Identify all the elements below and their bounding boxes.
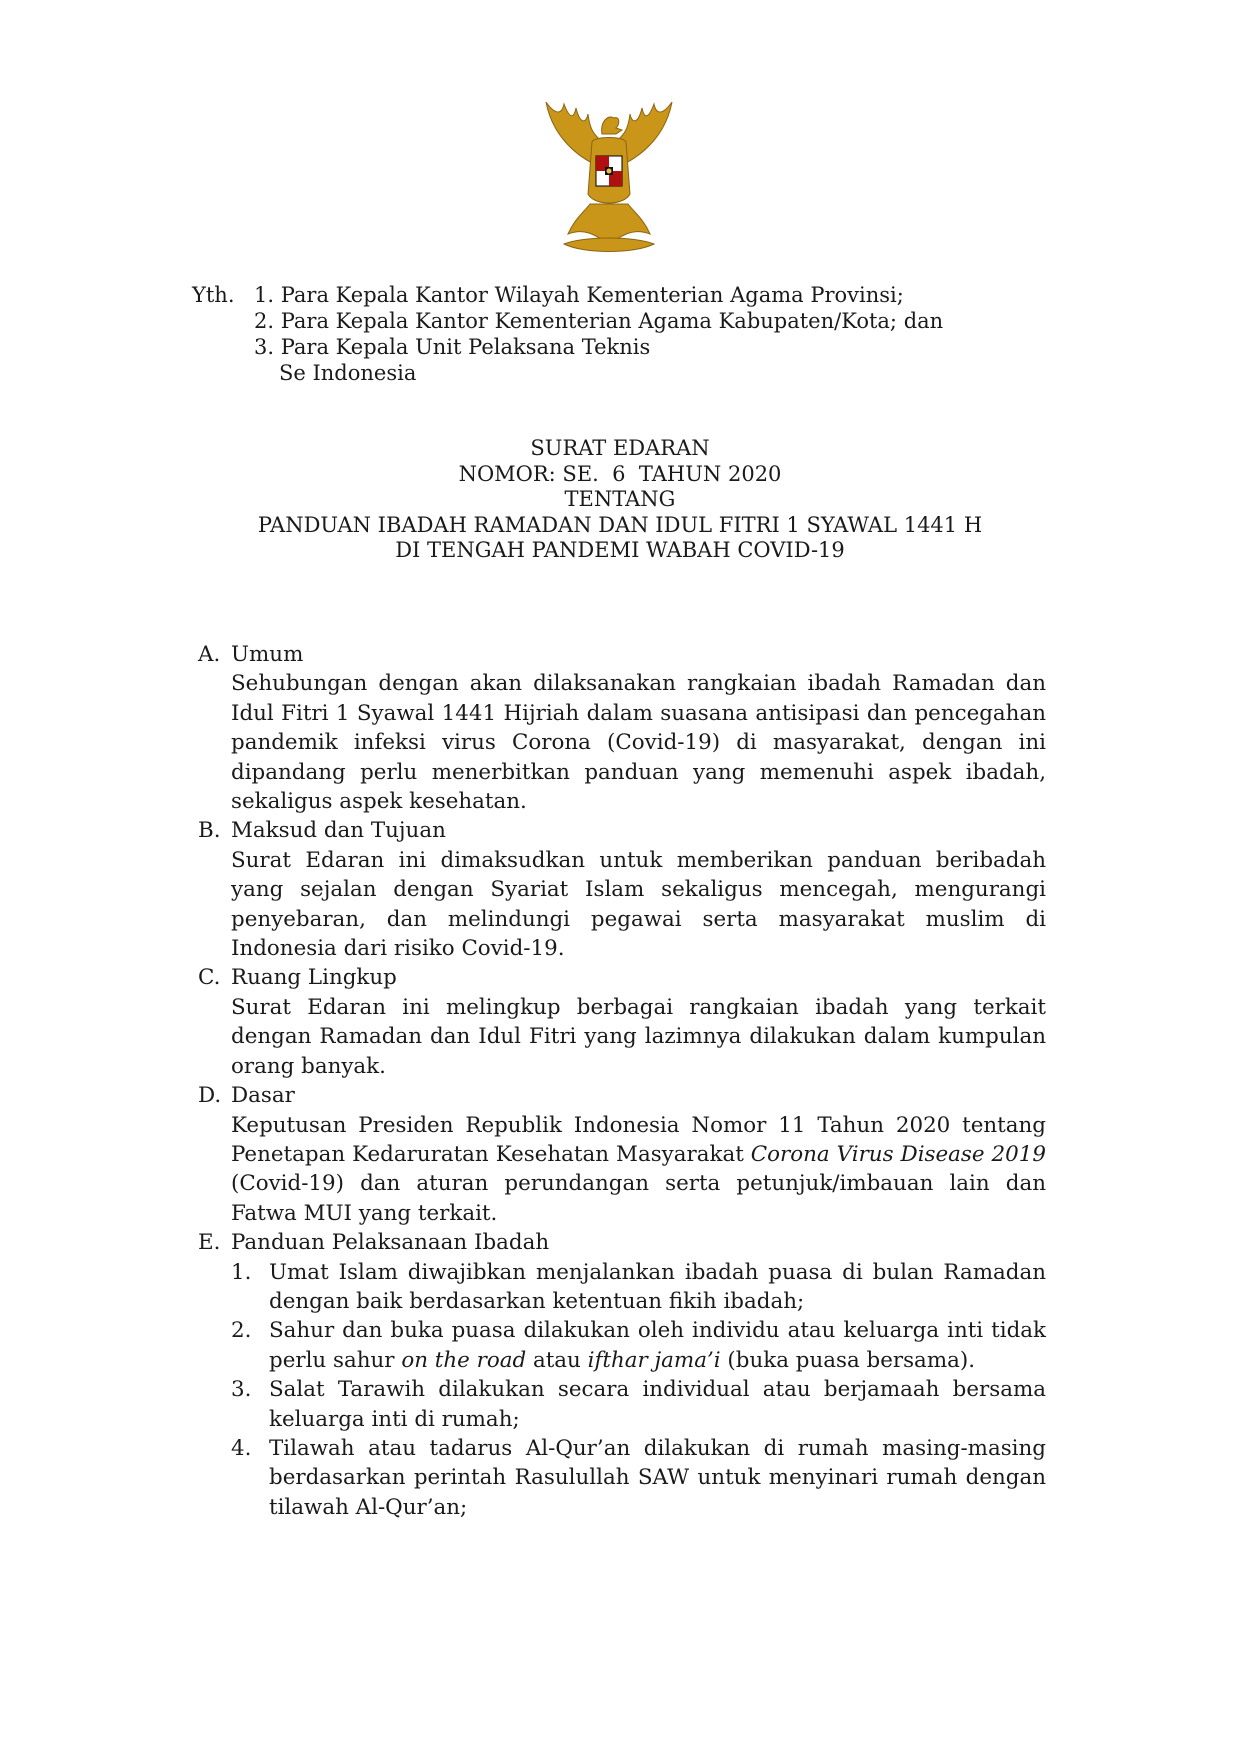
- item-text: (buka puasa bersama).: [720, 1347, 975, 1373]
- section-c: [198, 963, 1046, 1081]
- title-line: SURAT EDARAN: [530, 436, 710, 460]
- section-e: [198, 1228, 1046, 1522]
- item-number: 1.: [231, 1259, 252, 1285]
- title-subject: PANDUAN IBADAH RAMADAN DAN IDUL FITRI 1 SYAWAL 1441 H: [257, 512, 983, 537]
- section-paragraph: Surat Edaran ini melingkup berbagai rangkaian ibadah yang terkait dengan Ramadan dan Idul Fitri yang lazimnya dilakukan dalam kumpulan orang banyak.: [231, 994, 1046, 1079]
- italic-term: on the road: [401, 1347, 527, 1373]
- section-heading: Dasar: [231, 1083, 295, 1109]
- section-letter: E.: [198, 1230, 221, 1256]
- document-body: [198, 640, 1046, 1522]
- item-text: atau: [526, 1347, 588, 1373]
- garuda-pancasila-emblem-icon: [534, 94, 684, 258]
- item-text: Tilawah atau tadarus Al-Qur’an dilakukan di rumah masing-masing berdasarkan perintah Rasulullah SAW untuk menyinari rumah dengan tilawah Al-Qur’an;: [269, 1435, 1046, 1520]
- paragraph-text: (Covid-19) dan aturan perundangan serta petunjuk/imbauan lain dan Fatwa MUI yang terkait.: [231, 1171, 1046, 1226]
- section-heading: Maksud dan Tujuan: [231, 818, 446, 844]
- item-text: Sahur dan buka puasa dilakukan oleh individu atau keluarga inti tidak perlu sahur: [269, 1318, 1046, 1373]
- section-b: [198, 816, 1046, 963]
- item-text: Salat Tarawih dilakukan secara individual atau berjamaah bersama keluarga inti di rumah;: [269, 1377, 1046, 1432]
- italic-term: Corona Virus Disease 2019: [750, 1141, 1046, 1167]
- section-a: [198, 640, 1046, 816]
- section-paragraph: Sehubungan dengan akan dilaksanakan rangkaian ibadah Ramadan dan Idul Fitri 1 Syawal 1441 Hijriah dalam suasana antisipasi dan pencegahan pandemik infeksi virus Corona (Covid-19) di masyarakat, dengan ini dipandang perlu menerbitkan panduan yang memenuhi aspek ibadah, sekaligus aspek kesehatan.: [231, 671, 1046, 815]
- title-line: TENTANG: [564, 487, 676, 511]
- section-letter: D.: [198, 1083, 222, 1109]
- section-heading: Ruang Lingkup: [231, 965, 397, 991]
- section-heading: Panduan Pelaksanaan Ibadah: [231, 1230, 550, 1256]
- title-number: NOMOR: SE. 6 TAHUN 2020: [458, 461, 782, 486]
- addressee-item: 1. Para Kepala Kantor Wilayah Kementerian Agama Provinsi;: [254, 283, 904, 307]
- addressee-list: [254, 282, 943, 386]
- guideline-item: [198, 1258, 1046, 1317]
- addressee-prefix: Yth.: [192, 283, 235, 307]
- item-number: 2.: [231, 1318, 252, 1344]
- guideline-item: [198, 1375, 1046, 1434]
- addressee-item: 3. Para Kepala Unit Pelaksana Teknis: [254, 335, 651, 359]
- section-paragraph: [231, 1111, 1046, 1229]
- item-number: 4.: [231, 1435, 252, 1461]
- paragraph-text: Keputusan Presiden Republik Indonesia Nomor 11 Tahun 2020 tentang Penetapan Kedaruratan Kesehatan Masyarakat: [231, 1112, 1046, 1167]
- guideline-item: [198, 1316, 1046, 1375]
- section-letter: B.: [198, 818, 221, 844]
- addressee-item: 2. Para Kepala Kantor Kementerian Agama Kabupaten/Kota; dan: [254, 309, 944, 333]
- item-number: 3.: [231, 1377, 252, 1403]
- addressee-scope: Se Indonesia: [279, 361, 417, 385]
- section-heading: Umum: [231, 642, 304, 667]
- section-d: [198, 1081, 1046, 1228]
- title-subject: DI TENGAH PANDEMI WABAH COVID-19: [395, 538, 845, 562]
- guideline-item: [198, 1434, 1046, 1522]
- section-letter: C.: [198, 965, 221, 991]
- document-title: [150, 436, 1090, 564]
- item-text: Umat Islam diwajibkan menjalankan ibadah puasa di bulan Ramadan dengan baik berdasarkan ketentuan fikih ibadah;: [269, 1259, 1046, 1314]
- section-letter: A.: [198, 642, 221, 667]
- section-paragraph: Surat Edaran ini dimaksudkan untuk memberikan panduan beribadah yang sejalan dengan Syariat Islam sekaligus mencegah, mengurangi penyebaran, dan melindungi pegawai serta masyarakat muslim di Indonesia dari risiko Covid-19.: [231, 847, 1046, 962]
- italic-term: ifthar jama’i: [587, 1347, 721, 1373]
